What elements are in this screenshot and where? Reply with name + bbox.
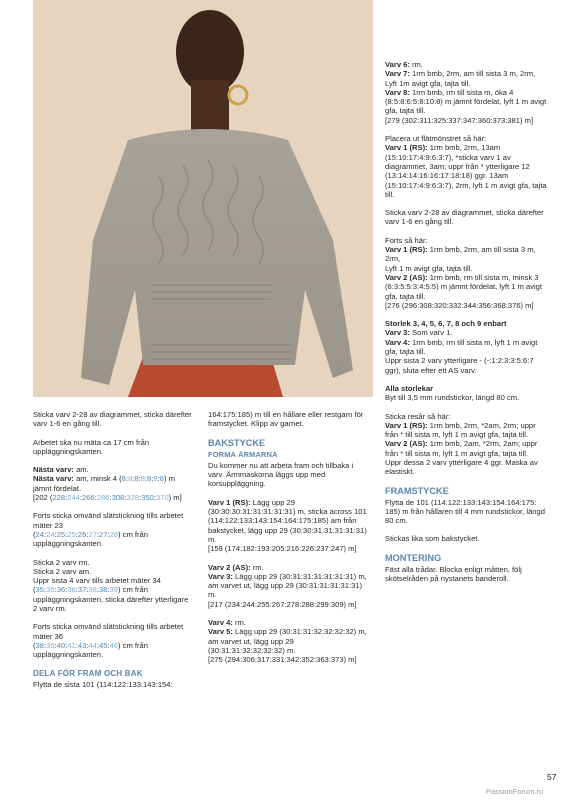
row-label: Varv 2 (AS):: [208, 562, 251, 572]
row-text: 1rm bmb, 2rm, 13am (15:10:17:4:9:6:3:7), *sticka varv 1 av diagrammet, 3am; uppr från * ytterligare 12 (13:14:14:16:16:17:18:18) ggr. 13am (15:10:17:4:9:6:3:7), 2rm, lyft 1 m avigt gfa, tajta till.: [385, 143, 547, 199]
paragraph: [208, 498, 371, 554]
stitch-count: ) m]: [168, 493, 182, 503]
size-value: 8: [147, 474, 152, 484]
row-text: rm.: [250, 562, 264, 572]
size-value: 28: [109, 529, 119, 539]
row-text: rm.: [409, 60, 423, 69]
size-value: 8: [128, 474, 133, 484]
section-heading: FRAMSTYCKE: [385, 485, 449, 496]
size-value: 8: [134, 474, 139, 484]
paragraph-text: ) cm från uppläggningskanten.: [33, 529, 148, 549]
stitch-count: [275 (294:306:317:331:342:352:363:373) m]: [208, 655, 357, 665]
size-value: 8: [121, 474, 126, 484]
stitch-count: [276 (296:308:320:332:344:356:368:376) m]: [385, 300, 534, 310]
paragraph-text: ) cm från uppläggningskanten.: [33, 640, 148, 660]
size-heading: Storlek 3, 4, 5, 6, 7, 8 och 9 enbart: [385, 319, 507, 329]
paragraph-text: Uppr sista 4 varv tills arbetet mäter 34 (: [33, 576, 161, 595]
row-text: Lyft 1m avigt gfa, tajta till.: [385, 78, 471, 88]
row-text: Uppr dessa 2 varv ytterligare 4 ggr. Maska av elastiskt.: [385, 457, 538, 477]
size-value: 26: [77, 529, 87, 539]
row-text: Lägg upp 29 (30:31:31:31:31:31:31) m, am varvet ut, lägg upp 29 (30:31:31:31:31:31) m.: [208, 571, 367, 600]
row-text: Lägg upp 29 (30:30:30:31:31:31:31:31) m, sticka across 101 (114:122:133:143:154:164:175:185) am från bakstycket, lägg upp 29 (30:30:31:31:31:31:31) m.: [208, 497, 367, 544]
paragraph: [385, 134, 550, 199]
text-column-3: [385, 60, 550, 592]
paragraph-text: ) cm från uppläggningskanten, sticka därefter ytterligare 2 varv rm.: [33, 585, 189, 614]
size-value: 35: [46, 585, 55, 595]
paragraph: Stickas lika som bakstycket.: [385, 534, 480, 544]
paragraph: 164:175:185) m till en hållare eller restgarn för framstycket. Klipp av garnet.: [208, 410, 364, 429]
row-text: Lägg upp 29 (30:31:31:32:32:32:32) m, am varvet ut, lägg upp 29 (30:31:31:32:32:32:32) m.: [208, 627, 367, 655]
size-value: 38: [99, 585, 108, 595]
paragraph-text: Sticka resår så här:: [385, 411, 451, 421]
size-value: 266: [82, 493, 95, 503]
row-text: Som varv 1.: [409, 328, 453, 338]
size-value: 27: [99, 529, 108, 539]
size-value: 8: [159, 474, 165, 484]
row-text: 1rm bmb, 2rm, *2am, 2rm; uppr från * till sista m, lyft 1 m avigt gfa, tajta till.: [385, 420, 536, 440]
size-value: 328: [126, 493, 140, 503]
size-value: 308: [111, 493, 125, 503]
paragraph-text: Sticka 2 varv am.: [33, 566, 92, 576]
page-number: 57: [547, 772, 557, 782]
section-subheading: FORMA ÄRMARNA: [208, 449, 278, 459]
row-text: 1rm bmb, rm till sista m, lyft 1 m avigt gfa, tajta till.: [385, 337, 538, 357]
row-text: Lyft 1 m avigt gfa, tajta till.: [385, 263, 473, 273]
stitch-count: [217 (234:244:255:267:278:288:299:309) m]: [208, 599, 357, 609]
paragraph: Fäst alla trådar. Blocka enligt måtten, följ skötselråden på nystanets banderoll.: [385, 564, 522, 584]
row-label: Varv 5:: [208, 627, 233, 637]
size-value: 43: [77, 640, 87, 650]
sweater-photo: [33, 0, 373, 397]
size-value: 39: [109, 585, 119, 595]
row-label: Varv 1 (RS):: [208, 497, 251, 507]
size-heading: Alla storlekar: [385, 383, 434, 393]
paragraph-text: Forts så här:: [385, 235, 428, 245]
size-value: 286: [96, 493, 110, 503]
row-label: Varv 1 (RS):: [385, 420, 428, 430]
paragraph-text: Placera ut flätmönstret så här:: [385, 134, 487, 144]
paragraph: Sticka varv 2-28 av diagrammet, sticka därefter varv 1-6 en gång till.: [385, 208, 544, 227]
text-column-1: [33, 410, 193, 698]
paragraph-text: Sticka 2 varv rm.: [33, 557, 90, 567]
watermark: PassionForum.ru: [486, 787, 544, 796]
paragraph: [385, 412, 550, 477]
size-value: 38: [35, 640, 44, 650]
section-heading: DELA FÖR FRAM OCH BAK: [33, 668, 143, 678]
paragraph-text: Forts sticka omvänd slätstickning tills arbetet mäter 36: [33, 622, 184, 641]
row-text: 1rm bmb, 2am, *2rm, 2am; uppr från * till sista m, lyft 1 m avigt gfa, tajta till.: [385, 439, 538, 458]
row-text: 1rm bmb, 2rm, am till sista 3 m, 2rm,: [385, 245, 536, 264]
size-value: 39: [46, 640, 55, 650]
paragraph: Forts sticka omvänd slätstickning tills arbetet mäter 36 (38:39:40:41:43:44:45:46) cm från uppläggningskanten.: [33, 622, 184, 660]
paragraph: [385, 236, 550, 310]
size-value: 25: [56, 529, 66, 539]
paragraph: [385, 384, 550, 403]
size-value: 44: [88, 640, 97, 650]
row-text: 1rm bmb, rm till sista m, öka 4 (8:5:8:6:5:8:10:8) m jämnt fördelat, lyft 1 m avigt gfa, tajta till.: [385, 87, 547, 116]
model-illustration: [33, 0, 373, 397]
paragraph: [385, 319, 550, 375]
size-value: 350: [141, 493, 154, 503]
row-label: Varv 4:: [385, 337, 410, 347]
paragraph: Forts sticka omvänd slätstickning tills arbetet mäter 23 (24:24:25:25:26:27:27:28) cm från uppläggningskanten.: [33, 511, 184, 549]
row-text: 1rm bmb, 2rm, am till sista 3 m, 2rm,: [409, 69, 536, 79]
size-value: 36: [56, 585, 66, 595]
paragraph: Sticka varv 2-28 av diagrammet, sticka därefter varv 1-6 en gång till.: [33, 410, 192, 429]
stitch-count: [202 (: [33, 493, 53, 503]
size-value: 228: [52, 493, 66, 503]
size-value: 40: [56, 640, 66, 650]
size-value: 45: [99, 640, 108, 650]
size-value: 25: [67, 529, 76, 539]
paragraph: Flytta de sista 101 (114:122:133:143:154:: [33, 679, 173, 689]
paragraph: Nästa varv: am. Nästa varv: am, minsk 4 (8:8:8:8:8:8:8) m jämnt fördelat. [202 (228:244:266:286:308:328:350:370) m]: [33, 465, 182, 503]
paragraph: Flytta de 101 (114:122:133:143:154:164:175: 185) m från hållaren till 4 mm rundstickor, längd 80 cm.: [385, 497, 545, 526]
row-label: Varv 2 (AS):: [385, 439, 428, 449]
text-column-2: [208, 410, 371, 674]
stitch-count: [279 (302:311:325:337:347:360:373:381) m]: [385, 115, 534, 125]
size-value: 36: [67, 585, 76, 595]
row-text: am.: [73, 465, 89, 475]
paragraph: Sticka 2 varv rm. Sticka 2 varv am. Uppr sista 4 varv tills arbetet mäter 34 (35:35:36:36:37:38:38:39) cm från uppläggningskanten, sticka därefter ytterligare 2 varv rm.: [33, 557, 189, 614]
row-label: Varv 3:: [385, 328, 410, 338]
row-label: Varv 4:: [208, 618, 233, 628]
stitch-count: [159 (174:182:193:205:216:226:237:247) m]: [208, 544, 357, 554]
row-text: ) m jämnt fördelat.: [33, 474, 175, 493]
row-label: Varv 2 (AS):: [385, 272, 428, 282]
section-heading: MONTERING: [385, 552, 442, 563]
section-heading: BAKSTYCKE: [208, 437, 266, 448]
size-value: 38: [88, 585, 97, 595]
size-value: 8: [153, 474, 158, 484]
size-value: 27: [88, 529, 97, 539]
row-label: Varv 3:: [208, 571, 233, 581]
row-label: Nästa varv:: [33, 465, 74, 475]
row-text: 1rm bmb, rm till sista m, minsk 3 (6:3:5:5:3:4:5:5) m jämnt fördelat, lyft 1 m avigt gfa, tajta till.: [385, 272, 543, 301]
row-label: Varv 1 (RS):: [385, 143, 428, 153]
paragraph: [385, 60, 550, 125]
row-text: rm.: [232, 618, 246, 628]
size-value: 46: [109, 640, 119, 650]
size-value: 35: [35, 585, 44, 595]
row-text: am, minsk 4 (: [73, 474, 122, 484]
paragraph-text: Forts sticka omvänd slätstickning tills arbetet mäter 23: [33, 511, 184, 530]
row-label: Varv 1 (RS):: [385, 245, 428, 255]
size-value: 370: [156, 493, 169, 503]
size-value: 8: [140, 474, 145, 484]
size-value: 24: [46, 529, 55, 539]
paragraph: Arbetet ska nu mäta ca 17 cm från uppläggningskanten.: [33, 437, 150, 456]
paragraph-text: Byt till 3,5 mm rundstickor, längd 80 cm.: [385, 393, 520, 403]
size-value: 41: [67, 640, 76, 650]
row-text: Uppr sista 2 varv ytterligare - (-:1:2:3:3:5:6:7 ggr), sluta efter ett AS varv.: [385, 356, 534, 375]
size-value: 37: [77, 585, 87, 595]
row-label: Varv 7:: [385, 69, 410, 79]
paragraph: Du kommer nu att arbeta fram och tillbaka i varv. Ärmmaskorna läggs upp med korsuppläggning.: [208, 460, 354, 489]
row-label: Nästa varv:: [33, 474, 74, 484]
size-value: 244: [67, 493, 80, 503]
row-label: Varv 6:: [385, 60, 410, 69]
paragraph: [208, 618, 371, 664]
size-value: 24: [35, 529, 44, 539]
row-label: Varv 8:: [385, 87, 410, 97]
paragraph: [208, 563, 371, 609]
